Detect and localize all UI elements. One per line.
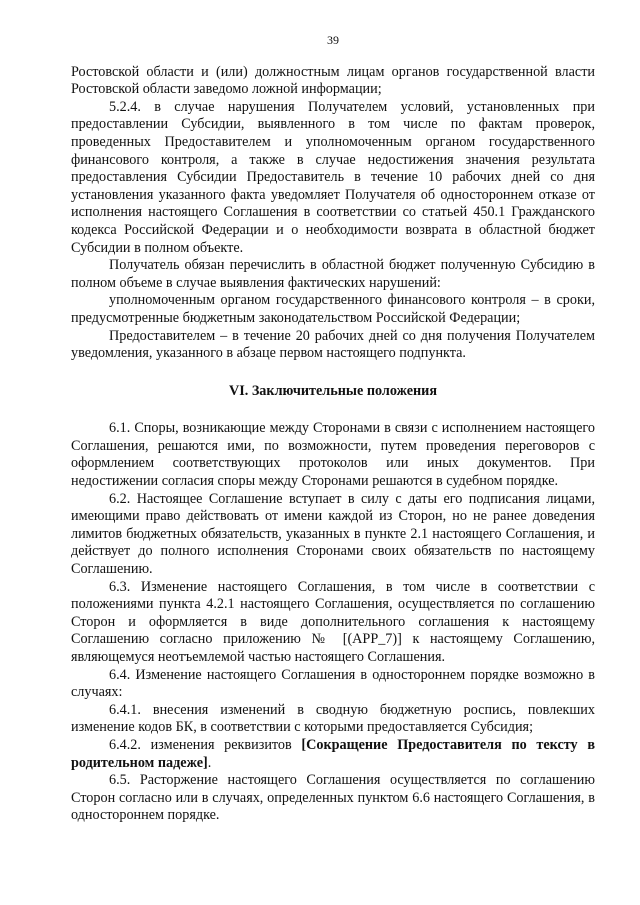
paragraph-6-1: 6.1. Споры, возникающие между Сторонами в связи с исполнением настоящего Соглашения, решаются ими, по возможности, путем проведения переговоров с оформлением соответствующих протоколов или иных документов. При недостижении согласия споры между Сторонами решаются в судебном порядке. — [71, 420, 595, 490]
paragraph-6-2: 6.2. Настоящее Соглашение вступает в силу с даты его подписания лицами, имеющими право действовать от имени каждой из Сторон, но не ранее доведения лимитов бюджетных обязательств, указанных в пункте 2.1 настоящего Соглашения, и действует до полного исполнения Сторонами своих обязательств по настоящему Соглашению. — [71, 490, 595, 578]
paragraph-provider-deadline: Предоставителем – в течение 20 рабочих дней со дня получения Получателем уведомления, указанного в абзаце первом настоящего подпункта. — [71, 327, 595, 362]
paragraph-6-5: 6.5. Расторжение настоящего Соглашения осуществляется по соглашению Сторон согласно или в случаях, определенных пунктом 6.6 настоящего Соглашения, в одностороннем порядке. — [71, 772, 595, 824]
paragraph-6-4: 6.4. Изменение настоящего Соглашения в одностороннем порядке возможно в случаях: — [71, 666, 595, 701]
paragraph-5-2-4: 5.2.4. в случае нарушения Получателем условий, установленных при предоставлении Субсидии, выявленного в том числе по фактам проверок, проведенных Предоставителем и уполномоченным органом государственного финансового контроля, а также в случае недостижения значения результата предоставления Субсидии Предоставитель в течение 10 рабочих дней со дня установления указанного факта уведомляет Получателя об одностороннем отказе от исполнения настоящего Соглашения в соответствии со статьей 450.1 Гражданского кодекса Российской Федерации и о необходимости возврата в областной бюджет Субсидии в полном объекте. — [71, 98, 595, 256]
paragraph-6-3: 6.3. Изменение настоящего Соглашения, в том числе в соответствии с положениями пункта 4.2.1 настоящего Соглашения, осуществляется по соглашению Сторон и оформляется в виде дополнительного соглашения к настоящему Соглашению согласно приложению № [(APP_7)] к настоящему Соглашению, являющемуся неотъемлемой частью настоящего Соглашения. — [71, 578, 595, 665]
paragraph-6-4-1: 6.4.1. внесения изменений в сводную бюджетную роспись, повлекших изменение кодов БК, в соответствии с которыми предоставляется Субсидия; — [71, 701, 595, 736]
section-title: VI. Заключительные положения — [228, 382, 438, 399]
paragraph-6-4-2-end: . — [207, 754, 212, 771]
placeholder-provider-name: [Сокращение Предоставителя по тексту в родительном падеже] — [71, 736, 595, 771]
page-number: 39 — [327, 33, 339, 47]
paragraph-6-4-2-text: 6.4.2. изменения реквизитов — [109, 736, 302, 753]
paragraph-6-4-2 — [71, 737, 595, 772]
paragraph-financial-control: уполномоченным органом государственного финансового контроля – в сроки, предусмотренные бюджетным законодательством Российской Федерации; — [71, 292, 595, 326]
document-page — [71, 0, 595, 825]
paragraph-recipient-obligation: Получатель обязан перечислить в областной бюджет полученную Субсидию в полном объеме в случае выявления фактических нарушений: — [71, 257, 595, 291]
paragraph-continuation: Ростовской области и (или) должностным лицам органов государственной власти Ростовской области заведомо ложной информации; — [71, 63, 595, 98]
